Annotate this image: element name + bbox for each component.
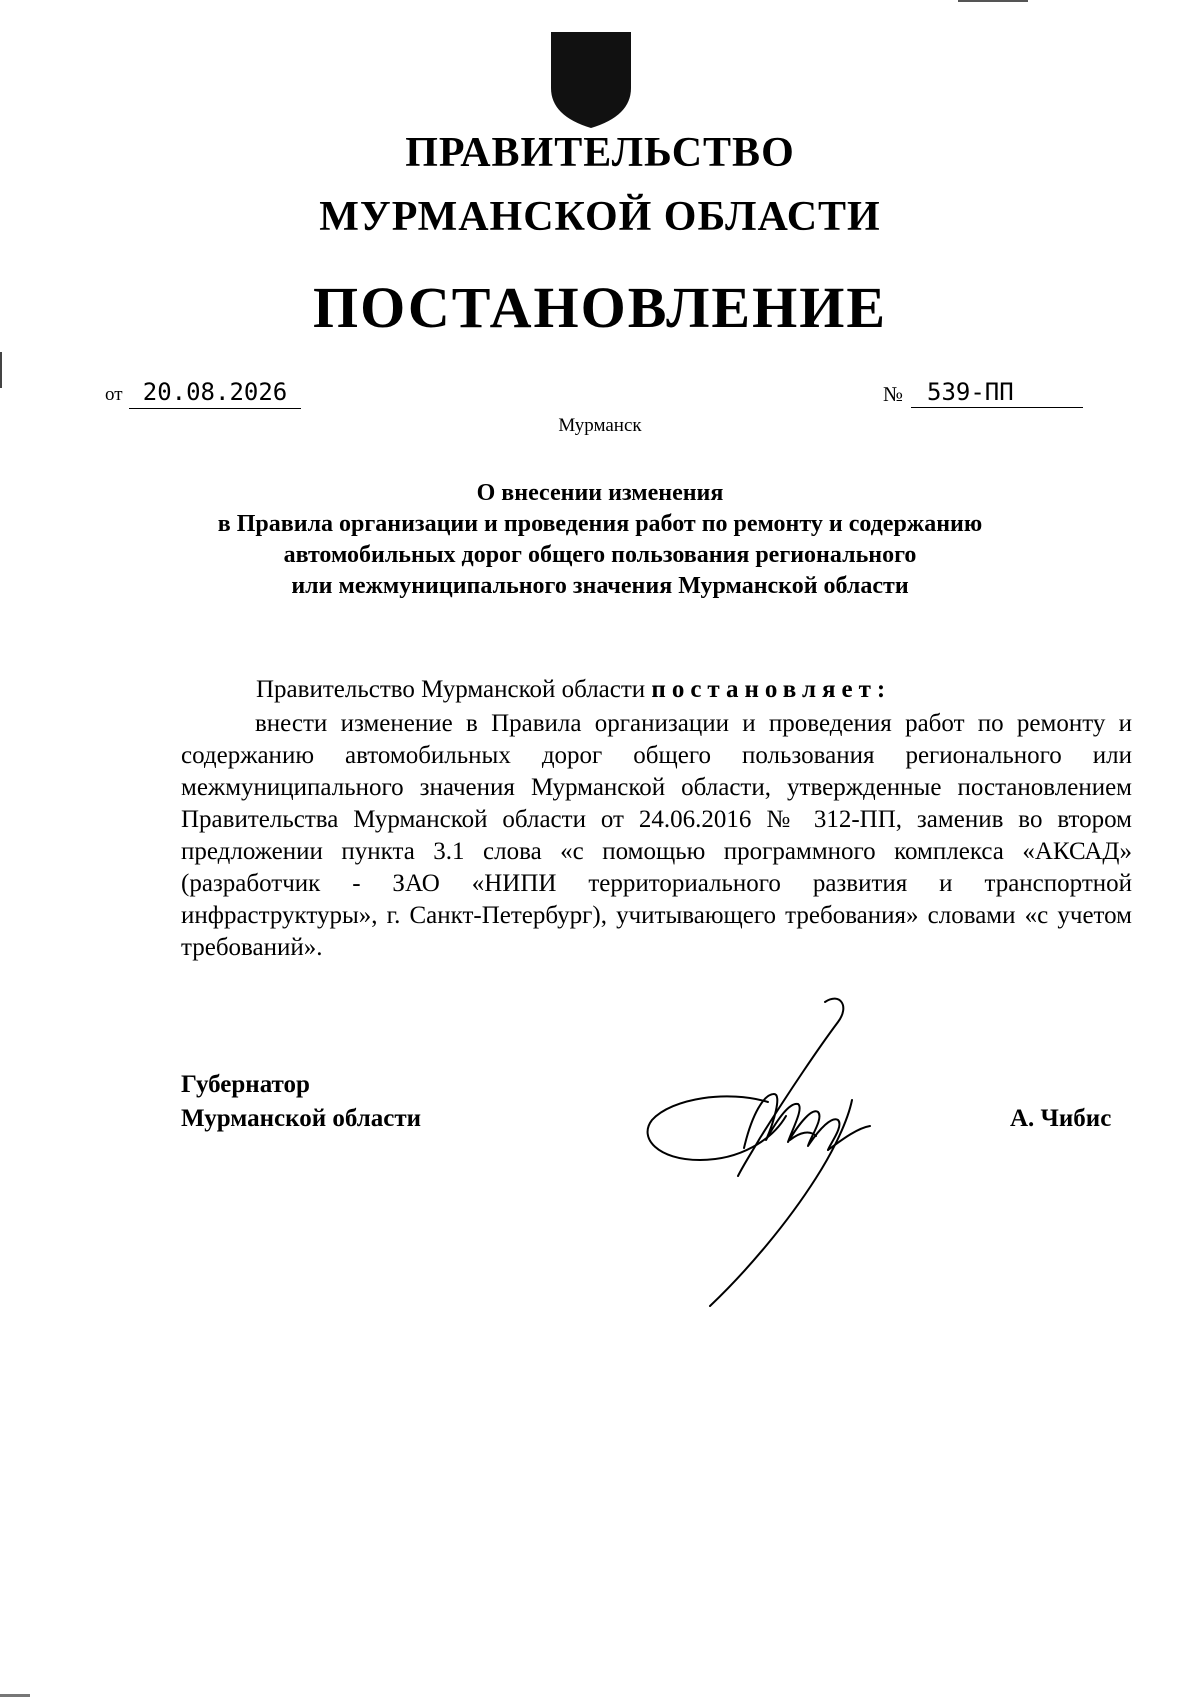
date-prefix: от: [105, 384, 123, 405]
number-prefix: №: [883, 382, 904, 406]
title-line: О внесении изменения: [476, 480, 724, 506]
document-date: 20.08.2026: [129, 376, 301, 409]
preamble-text: Правительство Мурманской области: [256, 676, 652, 703]
signer-title-line2: Мурманской области: [181, 1105, 422, 1132]
signer-name: А. Чибис: [1010, 1105, 1112, 1132]
title-line: автомобильных дорог общего пользования регионального: [283, 542, 917, 568]
title-line: в Правила организации и проведения работ по ремонту и содержанию: [217, 511, 983, 537]
preamble: [256, 674, 891, 706]
body-paragraph: внести изменение в Правила организации и проведения работ по ремонту и содержанию автомобильных дорог общего пользования регионального или межмуниципального значения Мурманской области, утвержденные постановлением Правительства Мурманской области от 24.06.2016 № 312-ПП, заменив во втором предложении пункта 3.1 слова «с помощью программного комплекса «АКСАД» (разработчик - ЗАО «НИПИ территориального развития и транспортной инфраструктуры», г. Санкт-Петербург), учитывающего требования» словами «с учетом требований».: [181, 710, 1132, 961]
scan-mark-top: [958, 0, 1028, 2]
document-title: [160, 478, 1040, 602]
preamble-verb: постановляет:: [651, 676, 892, 703]
document-type: ПОСТАНОВЛЕНИЕ: [312, 275, 888, 340]
city: Мурманск: [558, 415, 642, 436]
document-number: 539-ПП: [911, 376, 1083, 408]
government-name-line2: МУРМАНСКОЙ ОБЛАСТИ: [319, 194, 881, 240]
scan-mark-left: [0, 352, 2, 388]
scan-mark-bottom: [0, 1694, 30, 1697]
signer-title-line1: Губернатор: [181, 1071, 310, 1098]
title-line: или межмуниципального значения Мурманской области: [291, 573, 909, 599]
government-name-line1: ПРАВИТЕЛЬСТВО: [405, 130, 795, 176]
signer-title: [181, 1068, 421, 1136]
handwritten-signature-icon: [640, 990, 930, 1320]
coat-of-arms-emblem-icon: [549, 30, 633, 130]
